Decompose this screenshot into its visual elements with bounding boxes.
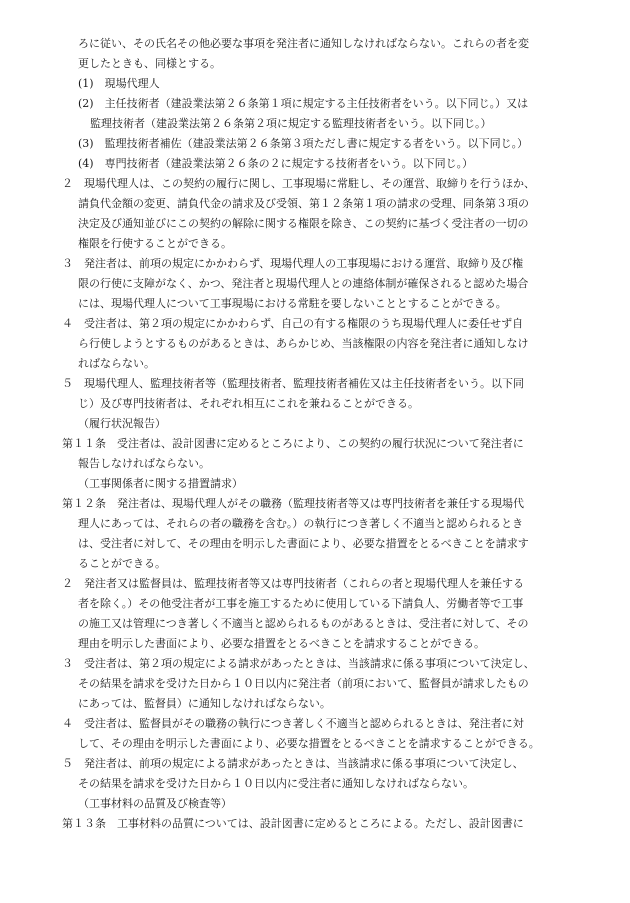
text-line: 監理技術者（建設業法第２６条第２項に規定する監理技術者をいう。以下同じ。） xyxy=(90,117,492,130)
text-line: 請負代金額の変更、請負代金の請求及び受領、第１２条第１項の請求の受理、同条第３項の xyxy=(78,197,529,210)
section-heading: （工事関係者に関する措置請求） xyxy=(78,477,243,490)
text-line: 者を除く。）その他受注者が工事を施工するために使用している下請負人、労働者等で工事 xyxy=(78,597,524,610)
text-line: にあっては、監督員）に通知しなければならない。 xyxy=(78,697,331,710)
paragraph-start: ３ 発注者は、前項の規定にかかわらず、現場代理人の工事現場における運営、取締り及び権 xyxy=(62,257,524,270)
text-line: の施工又は管理につき著しく不適当と認められるものがあるときは、受注者に対して、その xyxy=(78,617,529,630)
text-line: その結果を請求を受けた日から１０日以内に発注者（前項において、監督員が請求したもの xyxy=(78,677,529,690)
paragraph-start: ４ 受注者は、第２項の規定にかかわらず、自己の有する権限のうち現場代理人に委任せず自 xyxy=(62,317,524,330)
list-item: (2) 主任技術者（建設業法第２６条第１項に規定する主任技術者をいう。以下同じ。）又は xyxy=(78,97,529,110)
paragraph-start: ２ 現場代理人は、この契約の履行に関し、工事現場に常駐し、その運営、取締りを行うほか、 xyxy=(62,177,535,190)
text-line: には、現場代理人について工事現場における常駐を要しないこととすることができる。 xyxy=(78,297,507,310)
text-line: 限の行使に支障がなく、かつ、発注者と現場代理人との連絡体制が確保されると認めた場合 xyxy=(78,277,529,290)
text-line: 決定及び通知並びにこの契約の解除に関する権限を除き、この契約に基づく受注者の一切の xyxy=(78,217,529,230)
text-line: ら行使しようとするものがあるときは、あらかじめ、当該権限の内容を発注者に通知しなけ xyxy=(78,337,529,350)
text-line: 報告しなければならない。 xyxy=(78,457,210,470)
paragraph-start: ４ 受注者は、監督員がその職務の執行につき著しく不適当と認められるときは、発注者に対 xyxy=(62,717,524,730)
list-item: (1) 現場代理人 xyxy=(78,77,160,90)
section-heading: （工事材料の品質及び検査等） xyxy=(78,797,232,810)
paragraph-start: ３ 受注者は、第２項の規定による請求があったときは、当該請求に係る事項について決定し、 xyxy=(62,657,535,670)
text-line: 更したときも、同様とする。 xyxy=(78,57,221,70)
paragraph-start: ５ 発注者は、前項の規定による請求があったときは、当該請求に係る事項について決定し、 xyxy=(62,757,524,770)
paragraph-start: ２ 発注者又は監督員は、監理技術者等又は専門技術者（これらの者と現場代理人を兼任する xyxy=(62,577,524,590)
text-line: して、その理由を明示した書面により、必要な措置をとるべきことを請求することができる。 xyxy=(78,737,540,750)
article-start: 第１１条 受注者は、設計図書に定めるところにより、この契約の履行状況について発注者に xyxy=(62,437,524,450)
text-line: は、受注者に対して、その理由を明示した書面により、必要な措置をとるべきことを請求す xyxy=(78,537,529,550)
text-line: 権限を行使することができる。 xyxy=(78,237,232,250)
text-line: ればならない。 xyxy=(78,357,155,370)
list-item: (3) 監理技術者補佐（建設業法第２６条第３項ただし書に規定する者をいう。以下同じ。） xyxy=(78,137,529,150)
text-line: 理由を明示した書面により、必要な措置をとるべきことを請求することができる。 xyxy=(78,637,485,650)
text-line: ることができる。 xyxy=(78,557,166,570)
text-line: ろに従い、その氏名その他必要な事項を発注者に通知しなければならない。これらの者を変 xyxy=(78,37,529,50)
article-start: 第１２条 発注者は、現場代理人がその職務（監理技術者等又は専門技術者を兼任する現場代 xyxy=(62,497,524,510)
section-heading: （履行状況報告） xyxy=(78,417,166,430)
list-item: (4) 専門技術者（建設業法第２６条の２に規定する技術者をいう。以下同じ。） xyxy=(78,157,474,170)
article-start: 第１３条 工事材料の品質については、設計図書に定めるところによる。ただし、設計図書に xyxy=(62,817,524,830)
text-line: 理人にあっては、それらの者の職務を含む。）の執行につき著しく不適当と認められるとき xyxy=(78,517,524,530)
text-line: じ）及び専門技術者は、それぞれ相互にこれを兼ねることができる。 xyxy=(78,397,419,410)
text-line: その結果を請求を受けた日から１０日以内に受注者に通知しなければならない。 xyxy=(78,777,474,790)
paragraph-start: ５ 現場代理人、監理技術者等（監理技術者、監理技術者補佐又は主任技術者をいう。以下同 xyxy=(62,377,524,390)
